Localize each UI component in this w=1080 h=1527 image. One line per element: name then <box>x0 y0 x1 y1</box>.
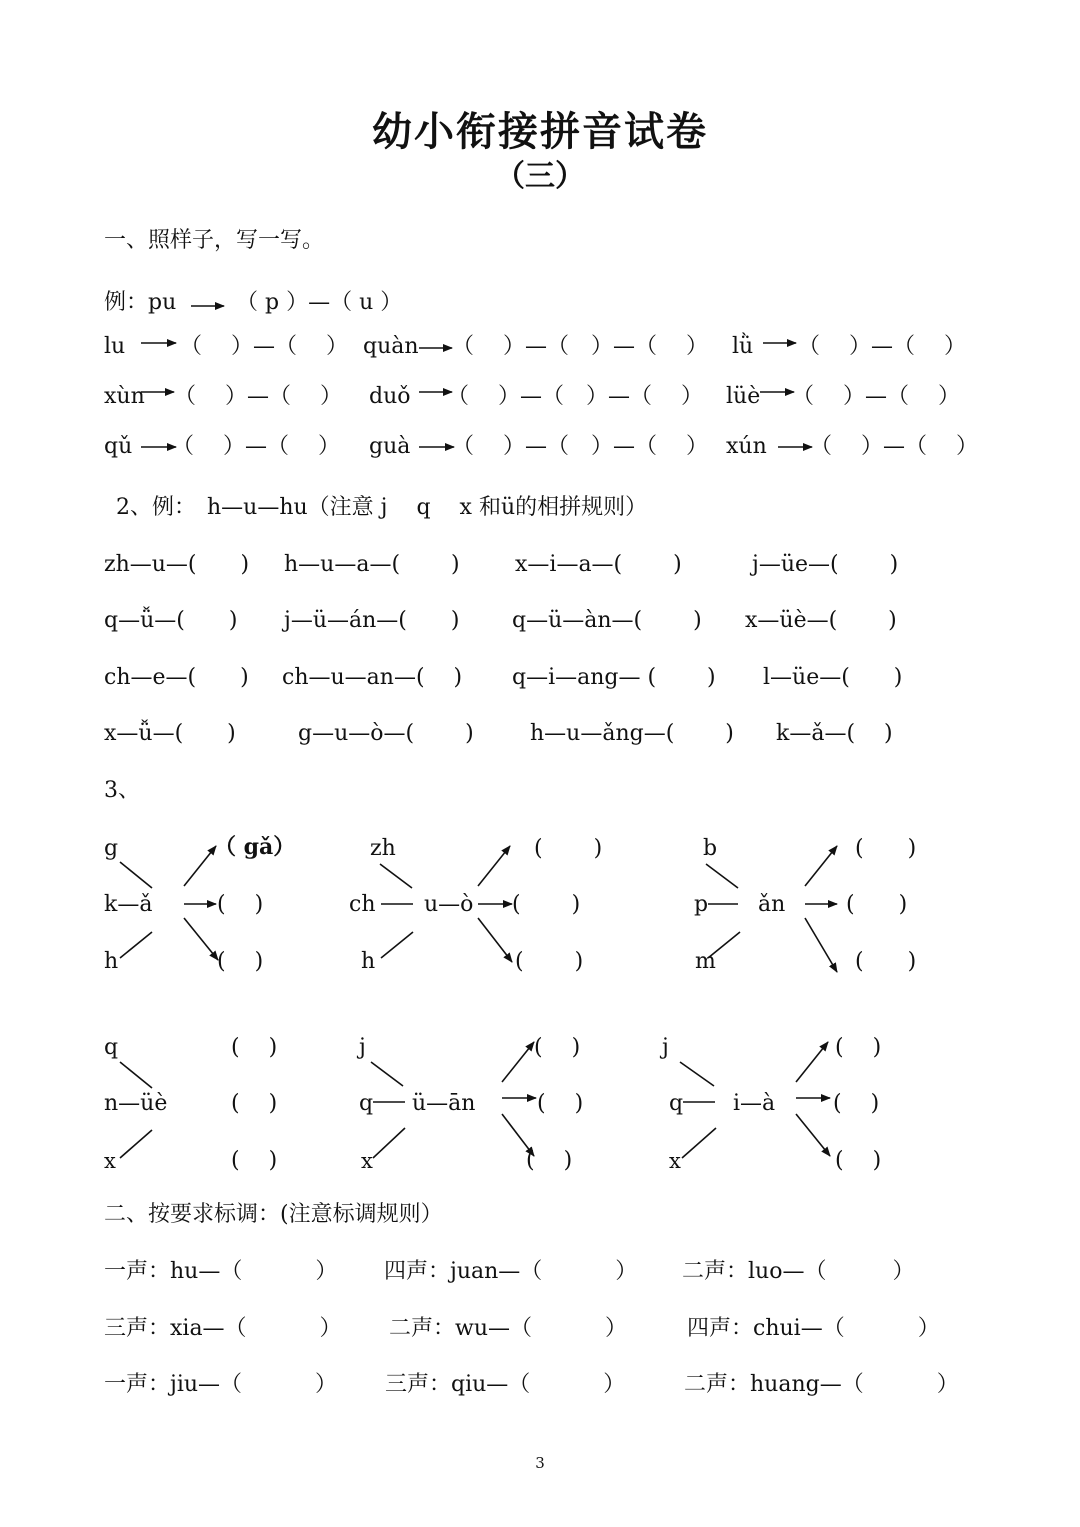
tone-item[interactable]: 三声：qiu—（ ） <box>385 1372 626 1397</box>
tone-item[interactable]: 四声：juan—（ ） <box>384 1259 638 1284</box>
tone-item[interactable]: 四声：chui—（ ） <box>687 1316 940 1341</box>
initial-letter: j <box>359 1035 366 1060</box>
combine-item[interactable]: q—ǚ—( ) <box>104 608 238 633</box>
answer-blank[interactable]: ( ) <box>515 949 584 974</box>
connector-line <box>373 1128 405 1158</box>
answer-blank[interactable]: ( ) <box>231 1091 278 1116</box>
connector-line <box>380 864 412 888</box>
section4-heading: 二、按要求标调：(注意标调规则） <box>104 1202 443 1227</box>
combine-item[interactable]: g—u—ò—( ) <box>298 721 474 746</box>
combine-item[interactable]: h—u—ǎng—( ) <box>530 721 734 746</box>
syllable-center: ü—ān <box>412 1091 476 1116</box>
page-title: 幼小衔接拼音试卷 <box>372 108 708 155</box>
combine-item[interactable]: x—üè—( ) <box>745 608 897 633</box>
page-number: 3 <box>535 1454 545 1472</box>
combine-item[interactable]: ch—u—an—( ) <box>282 665 463 690</box>
answer-blank[interactable]: ( ) <box>846 892 908 917</box>
initial-letter: zh <box>370 836 396 861</box>
arrow-icon <box>796 1114 830 1156</box>
answer-blank[interactable]: ( ) <box>512 892 581 917</box>
split-blank[interactable]: （ ）—（ ） <box>180 334 348 359</box>
combine-item[interactable]: x—ǚ—( ) <box>104 721 236 746</box>
connector-line <box>680 1062 714 1086</box>
arrow-icon <box>184 918 218 960</box>
arrow-icon <box>184 846 216 886</box>
example-answer: （ p ）—（ u ） <box>236 290 403 315</box>
connector-line <box>708 932 740 958</box>
split-blank[interactable]: （ ）—（ ） <box>810 434 978 459</box>
arrow-icon <box>805 918 837 972</box>
answer-blank[interactable]: ( ) <box>855 836 917 861</box>
split-blank[interactable]: （ ）—（ ）—（ ） <box>447 384 703 409</box>
arrow-icon <box>478 846 510 886</box>
initial-letter: m <box>695 949 716 974</box>
initial-letter: h <box>104 949 119 974</box>
connector-line <box>120 1130 152 1158</box>
syllable-center: i—à <box>733 1091 776 1116</box>
combine-item[interactable]: x—i—a—( ) <box>515 552 682 577</box>
combine-item[interactable]: q—i—ang— ( ) <box>512 665 716 690</box>
initial-letter: g <box>104 836 119 861</box>
tone-item[interactable]: 三声：xia—（ ） <box>104 1316 342 1341</box>
initial-letter: x <box>104 1149 116 1173</box>
split-blank[interactable]: （ ）—（ ） <box>172 434 340 459</box>
answer-blank[interactable]: ( ) <box>835 1148 882 1173</box>
arrow-icon <box>502 1114 534 1156</box>
split-word: quàn <box>363 334 419 359</box>
split-word: qǔ <box>104 434 133 459</box>
example-answer: （ gǎ） <box>214 834 296 860</box>
initial-letter: q <box>104 1035 119 1060</box>
answer-blank[interactable]: ( ) <box>534 1035 581 1060</box>
tone-item[interactable]: 一声：hu—（ ） <box>104 1259 338 1284</box>
combine-item[interactable]: h—u—a—( ) <box>284 552 460 577</box>
tone-item[interactable]: 一声：jiu—（ ） <box>104 1372 338 1397</box>
initial-letter: j <box>662 1035 669 1060</box>
split-blank[interactable]: （ ）—（ ）—（ ） <box>452 434 708 459</box>
section1-heading: 一、照样子，写一写。 <box>104 228 325 253</box>
page-subtitle: （三） <box>495 159 585 194</box>
connector-line <box>682 1128 716 1158</box>
connector-line <box>706 864 738 888</box>
section3-heading: 3、 <box>104 778 140 803</box>
answer-blank[interactable]: ( ) <box>231 1035 278 1060</box>
split-word: guà <box>369 434 411 459</box>
answer-blank[interactable]: ( ) <box>855 949 917 974</box>
syllable-center: n—üè <box>104 1091 168 1116</box>
section2-heading: 2、例： h—u—hu（注意 j q x 和ü的相拼规则） <box>116 495 648 520</box>
split-word: xùn <box>104 384 145 409</box>
split-word: lüè <box>726 384 761 409</box>
split-blank[interactable]: （ ）—（ ）—（ ） <box>452 334 708 359</box>
syllable-center: k—ǎ <box>104 892 153 917</box>
initial-letter: ch <box>349 892 376 917</box>
connector-line <box>371 1062 403 1086</box>
initial-letter: q <box>669 1091 684 1116</box>
combine-item[interactable]: j—ü—án—( ) <box>284 608 460 633</box>
combine-item[interactable]: zh—u—( ) <box>104 552 250 577</box>
initial-letter: q <box>359 1091 374 1116</box>
initial-letter: x <box>669 1149 681 1173</box>
split-blank[interactable]: （ ）—（ ） <box>792 384 960 409</box>
tone-item[interactable]: 二声：wu—（ ） <box>389 1316 627 1341</box>
connector-line <box>120 1062 152 1088</box>
answer-blank[interactable]: ( ) <box>833 1091 880 1116</box>
answer-blank[interactable]: ( ) <box>534 836 603 861</box>
combine-item[interactable]: k—ǎ—( ) <box>776 721 893 746</box>
answer-blank[interactable]: ( ) <box>537 1091 584 1116</box>
initial-letter: h <box>361 949 376 974</box>
arrow-icon <box>502 1042 534 1082</box>
split-word: xún <box>726 434 767 459</box>
answer-blank[interactable]: ( ) <box>526 1148 573 1173</box>
tone-item[interactable]: 二声：huang—（ ） <box>684 1372 959 1397</box>
connector-line <box>381 932 413 958</box>
syllable-center: u—ò <box>424 892 474 917</box>
answer-blank[interactable]: ( ) <box>217 949 264 974</box>
answer-blank[interactable]: ( ) <box>835 1035 882 1060</box>
arrow-icon <box>805 846 837 886</box>
split-blank[interactable]: （ ）—（ ） <box>174 384 342 409</box>
initial-letter: x <box>361 1149 373 1173</box>
connector-line <box>120 862 152 888</box>
split-word: duǒ <box>369 384 411 409</box>
split-blank[interactable]: （ ）—（ ） <box>798 334 966 359</box>
connector-line <box>120 932 152 958</box>
combine-item[interactable]: q—ü—àn—( ) <box>512 608 702 633</box>
split-word: lǜ <box>732 334 754 359</box>
answer-blank[interactable]: ( ) <box>231 1148 278 1173</box>
initial-letter: b <box>703 836 718 861</box>
arrow-icon <box>796 1042 828 1082</box>
example-label: 例：pu <box>104 290 177 315</box>
split-word: lu <box>104 334 126 359</box>
combine-item[interactable]: ch—e—( ) <box>104 665 249 690</box>
arrow-icon <box>478 918 512 962</box>
combine-item[interactable]: l—üe—( ) <box>763 665 903 690</box>
tone-item[interactable]: 二声：luo—（ ） <box>682 1259 915 1284</box>
initial-letter: p <box>694 892 709 917</box>
answer-blank[interactable]: ( ) <box>217 892 264 917</box>
syllable-center: ǎn <box>758 892 786 917</box>
combine-item[interactable]: j—üe—( ) <box>752 552 899 577</box>
